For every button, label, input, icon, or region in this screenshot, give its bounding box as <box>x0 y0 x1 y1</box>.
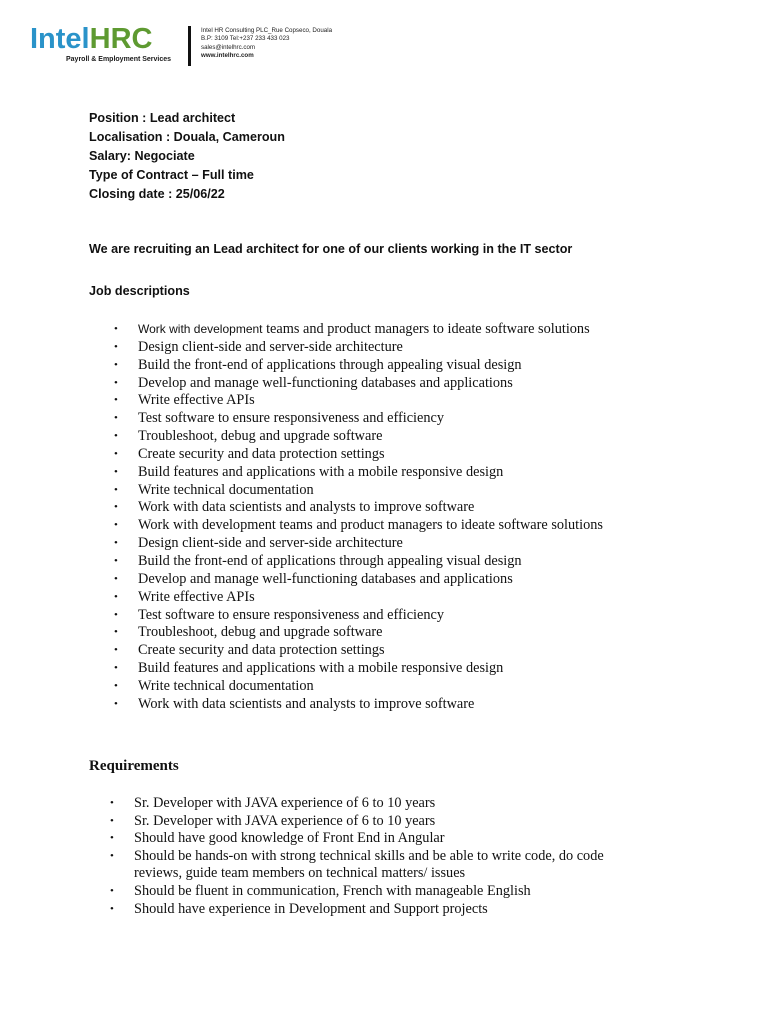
recruitment-intro: We are recruiting an Lead architect for one of our clients working in the IT sector <box>89 242 573 256</box>
list-item <box>114 374 603 393</box>
info-closing-date: Closing date : 25/06/22 <box>89 187 225 201</box>
bullet-icon: • <box>114 465 118 478</box>
bullet-icon: • <box>110 902 114 915</box>
bullet-icon: • <box>114 626 118 639</box>
list-item <box>114 552 603 571</box>
list-item <box>114 356 603 375</box>
job-descriptions-list <box>114 321 603 714</box>
list-item-text: Should have experience in Development and Support projects <box>134 900 488 917</box>
list-item <box>110 830 654 848</box>
requirements-heading: Requirements <box>89 758 179 774</box>
list-item-text: Develop and manage well-functioning databases and applications <box>138 374 513 391</box>
list-item-text: Work with data scientists and analysts to improve software <box>138 499 475 516</box>
bullet-icon: • <box>110 797 114 809</box>
bullet-icon: • <box>114 376 118 389</box>
list-item <box>114 535 603 553</box>
logo-wordmark <box>30 22 152 56</box>
logo-tagline: Payroll & Employment Services <box>66 56 172 63</box>
list-item <box>114 624 603 642</box>
requirements-list <box>110 795 654 918</box>
list-item-text: Should have good knowledge of Front End in Angular <box>134 830 445 847</box>
bullet-icon: • <box>114 644 118 657</box>
list-item-text: Sr. Developer with JAVA experience of 6 to 10 years <box>134 795 436 811</box>
logo-word-intel: Intel <box>30 23 90 55</box>
list-item <box>114 660 603 678</box>
contact-phone: B.P: 3109 Tel:+237 233 433 023 <box>201 35 290 43</box>
list-item <box>114 499 603 517</box>
list-item <box>114 338 603 357</box>
bullet-icon: • <box>114 340 118 353</box>
job-descriptions-heading: Job descriptions <box>89 284 190 298</box>
list-item <box>110 795 654 813</box>
list-item-text: Test software to ensure responsiveness and efficiency <box>138 410 445 427</box>
bullet-icon: • <box>114 412 118 425</box>
bullet-icon: • <box>114 430 118 443</box>
list-item-text: Should be fluent in communication, French with manageable English <box>134 882 531 899</box>
list-item-text: Create security and data protection settings <box>138 642 385 659</box>
list-item-text: Design client-side and server-side architecture <box>138 338 403 355</box>
bullet-icon: • <box>114 662 118 675</box>
bullet-icon: • <box>114 572 118 585</box>
list-item-text: Develop and manage well-functioning databases and applications <box>138 570 513 587</box>
list-item <box>114 677 603 696</box>
list-item <box>114 463 603 482</box>
info-salary: Salary: Negociate <box>89 149 195 163</box>
bullet-icon: • <box>114 447 118 460</box>
company-logo <box>30 22 185 66</box>
bullet-icon: • <box>114 358 118 371</box>
list-item-text: Build the front-end of applications through appealing visual design <box>138 356 522 373</box>
header-divider <box>188 26 191 66</box>
info-location: Localisation : Douala, Cameroun <box>89 130 285 144</box>
contact-block <box>201 27 332 61</box>
list-item <box>114 642 603 660</box>
list-item-text: Write technical documentation <box>138 677 314 694</box>
list-item <box>114 588 603 607</box>
list-item <box>114 321 603 339</box>
position-info <box>89 109 285 204</box>
logo-word-hrc: HRC <box>89 23 153 55</box>
bullet-icon: • <box>110 814 114 827</box>
list-item <box>114 392 603 410</box>
list-item-text: Write effective APIs <box>138 588 255 605</box>
list-item <box>114 695 603 714</box>
bullet-icon: • <box>114 519 118 532</box>
bullet-icon: • <box>110 849 114 862</box>
contact-email: sales@intelhrc.com <box>201 43 256 51</box>
list-item-text: Should be hands-on with strong technical skills and be able to write code, do code reviews, guide team members on technical matters/ issues <box>134 847 604 882</box>
list-item-text: Test software to ensure responsiveness and efficiency <box>138 606 445 623</box>
list-item <box>114 481 603 500</box>
list-item-text: Design client-side and server-side architecture <box>138 535 403 552</box>
list-item-text: Sr. Developer with JAVA experience of 6 to 10 years <box>134 812 436 829</box>
list-item-text: Work with data scientists and analysts to improve software <box>138 695 475 712</box>
bullet-icon: • <box>114 679 118 692</box>
bullet-icon: • <box>114 697 118 710</box>
list-item <box>114 445 603 464</box>
contact-website: www.intelhrc.com <box>201 52 254 60</box>
bullet-icon: • <box>110 884 114 897</box>
bullet-icon: • <box>114 590 118 603</box>
bullet-icon: • <box>114 323 118 335</box>
contact-address: Intel HR Consulting PLC_Rue Copseco, Douala <box>201 27 333 34</box>
list-item <box>110 812 654 831</box>
list-item-text: Write technical documentation <box>138 481 314 498</box>
list-item-text: Build features and applications with a mobile responsive design <box>138 660 504 677</box>
bullet-icon: • <box>114 394 118 407</box>
list-item <box>110 847 654 883</box>
info-position: Position : Lead architect <box>89 111 236 125</box>
list-item-text: Work with development teams and product managers to ideate software solutions <box>138 517 603 534</box>
list-item-text: Troubleshoot, debug and upgrade software <box>138 624 383 641</box>
list-item <box>114 410 603 428</box>
list-item <box>110 900 654 919</box>
list-item <box>114 570 603 589</box>
info-contract: Type of Contract – Full time <box>89 168 254 182</box>
list-item-text: teams and product managers to ideate software solutions <box>262 321 590 337</box>
list-item-lead: Work with development <box>138 322 263 336</box>
list-item-text: Create security and data protection settings <box>138 445 385 462</box>
bullet-icon: • <box>114 483 118 496</box>
bullet-icon: • <box>114 537 118 550</box>
list-item <box>114 606 603 625</box>
list-item <box>114 517 603 535</box>
bullet-icon: • <box>110 832 114 845</box>
list-item-text: Build the front-end of applications through appealing visual design <box>138 552 522 569</box>
list-item-text: Troubleshoot, debug and upgrade software <box>138 428 383 445</box>
list-item-text: Write effective APIs <box>138 392 255 409</box>
list-item <box>110 882 654 901</box>
bullet-icon: • <box>114 608 118 621</box>
list-item-text: Build features and applications with a mobile responsive design <box>138 463 504 480</box>
bullet-icon: • <box>114 501 118 514</box>
bullet-icon: • <box>114 554 118 567</box>
list-item <box>114 428 603 446</box>
